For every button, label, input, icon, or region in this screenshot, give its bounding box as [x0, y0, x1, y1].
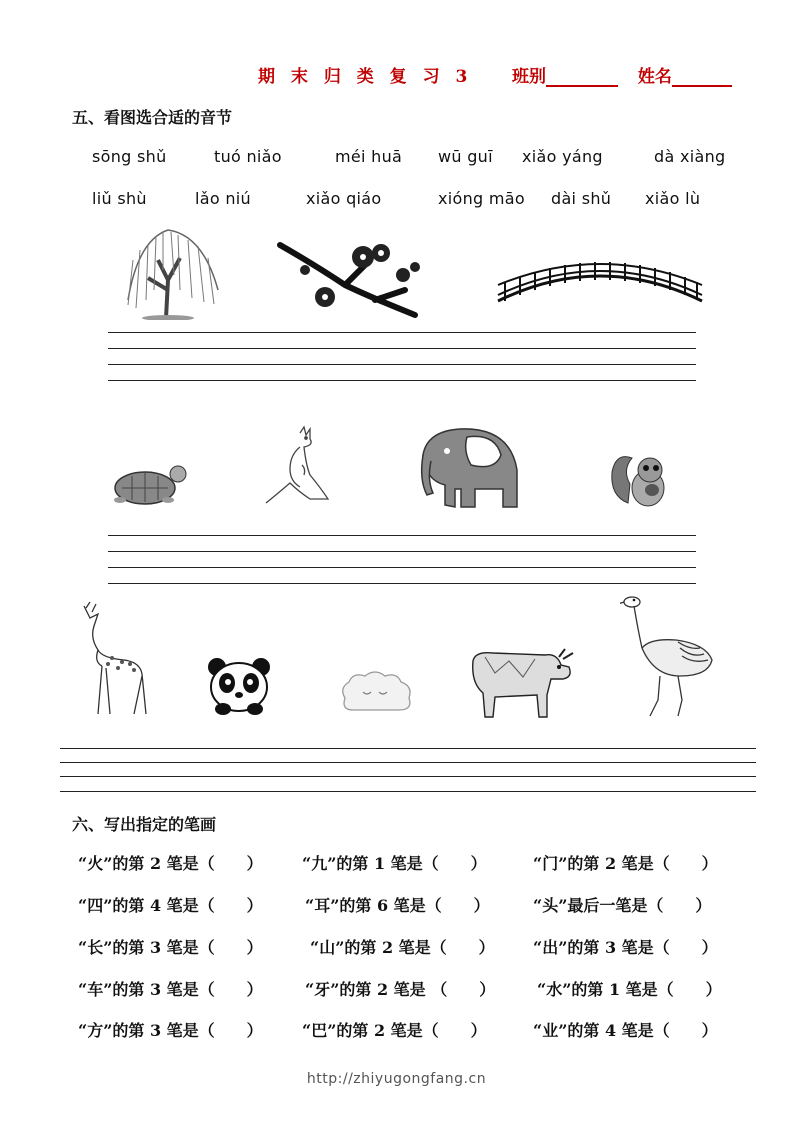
class-label: 班别 — [512, 67, 546, 87]
lamb-image — [335, 668, 417, 716]
stroke-question[interactable]: “长”的第 3 笔是（ ） — [78, 938, 263, 957]
section-5-heading: 五、看图选合适的音节 — [72, 108, 233, 127]
stroke-question[interactable]: “头”最后一笔是（ ） — [533, 896, 712, 915]
stroke-question[interactable]: “四”的第 4 笔是（ ） — [78, 896, 263, 915]
willow-tree-image — [108, 220, 228, 320]
stroke-question[interactable]: “山”的第 2 笔是（ ） — [310, 938, 495, 957]
plum-blossom-image — [275, 235, 435, 325]
elephant-image — [415, 425, 525, 513]
pinyin-item: tuó niǎo — [214, 147, 282, 166]
stroke-question[interactable]: “方”的第 3 笔是（ ） — [78, 1021, 263, 1040]
pinyin-item: xiǎo lù — [645, 189, 701, 208]
writing-line[interactable] — [60, 791, 756, 792]
writing-line[interactable] — [108, 348, 696, 349]
name-label: 姓名 — [637, 67, 672, 87]
stroke-question[interactable]: “火”的第 2 笔是（ ） — [78, 854, 263, 873]
kangaroo-image — [260, 425, 335, 505]
turtle-image — [110, 460, 190, 505]
cow-image — [465, 643, 575, 721]
class-blank[interactable] — [546, 69, 618, 87]
panda-image — [205, 655, 273, 717]
class-name-field — [512, 62, 732, 87]
ostrich-image — [620, 590, 720, 720]
stroke-question[interactable]: “门”的第 2 笔是（ ） — [533, 854, 718, 873]
pinyin-item: dà xiàng — [654, 147, 726, 166]
writing-line[interactable] — [108, 551, 696, 552]
stroke-question[interactable]: “出”的第 3 笔是（ ） — [533, 938, 718, 957]
writing-line[interactable] — [108, 364, 696, 365]
writing-line[interactable] — [60, 776, 756, 777]
small-bridge-image — [495, 255, 705, 305]
name-blank[interactable] — [672, 69, 732, 87]
pinyin-item: wū guī — [438, 147, 493, 166]
deer-image — [72, 598, 157, 720]
pinyin-item: sōng shǔ — [92, 147, 167, 166]
stroke-question[interactable]: “业”的第 4 笔是（ ） — [533, 1021, 718, 1040]
writing-line[interactable] — [60, 762, 756, 763]
writing-line[interactable] — [60, 748, 756, 749]
pinyin-item: xiǎo yáng — [522, 147, 603, 166]
writing-line[interactable] — [108, 332, 696, 333]
writing-line[interactable] — [108, 380, 696, 381]
pinyin-item: dài shǔ — [551, 189, 612, 208]
footer-url: http://zhiyugongfang.cn — [306, 1071, 487, 1087]
worksheet-title: 期 末 归 类 复 习 3 — [258, 67, 473, 87]
pinyin-item: méi huā — [335, 147, 403, 166]
writing-line[interactable] — [108, 535, 696, 536]
stroke-question[interactable]: “巴”的第 2 笔是（ ） — [302, 1021, 487, 1040]
stroke-question[interactable]: “水”的第 1 笔是（ ） — [537, 980, 722, 999]
stroke-question[interactable]: “牙”的第 2 笔是 （ ） — [305, 980, 496, 999]
writing-line[interactable] — [108, 583, 696, 584]
writing-line[interactable] — [108, 567, 696, 568]
stroke-question[interactable]: “耳”的第 6 笔是（ ） — [305, 896, 490, 915]
stroke-question[interactable]: “九”的第 1 笔是（ ） — [302, 854, 487, 873]
pinyin-item: xiǎo qiáo — [306, 189, 382, 208]
pinyin-item: liǔ shù — [92, 189, 147, 208]
section-6-heading: 六、写出指定的笔画 — [72, 815, 217, 834]
squirrel-image — [608, 448, 673, 510]
pinyin-item: xióng māo — [438, 189, 525, 208]
pinyin-item: lǎo niú — [195, 189, 251, 208]
stroke-question[interactable]: “车”的第 3 笔是（ ） — [78, 980, 263, 999]
